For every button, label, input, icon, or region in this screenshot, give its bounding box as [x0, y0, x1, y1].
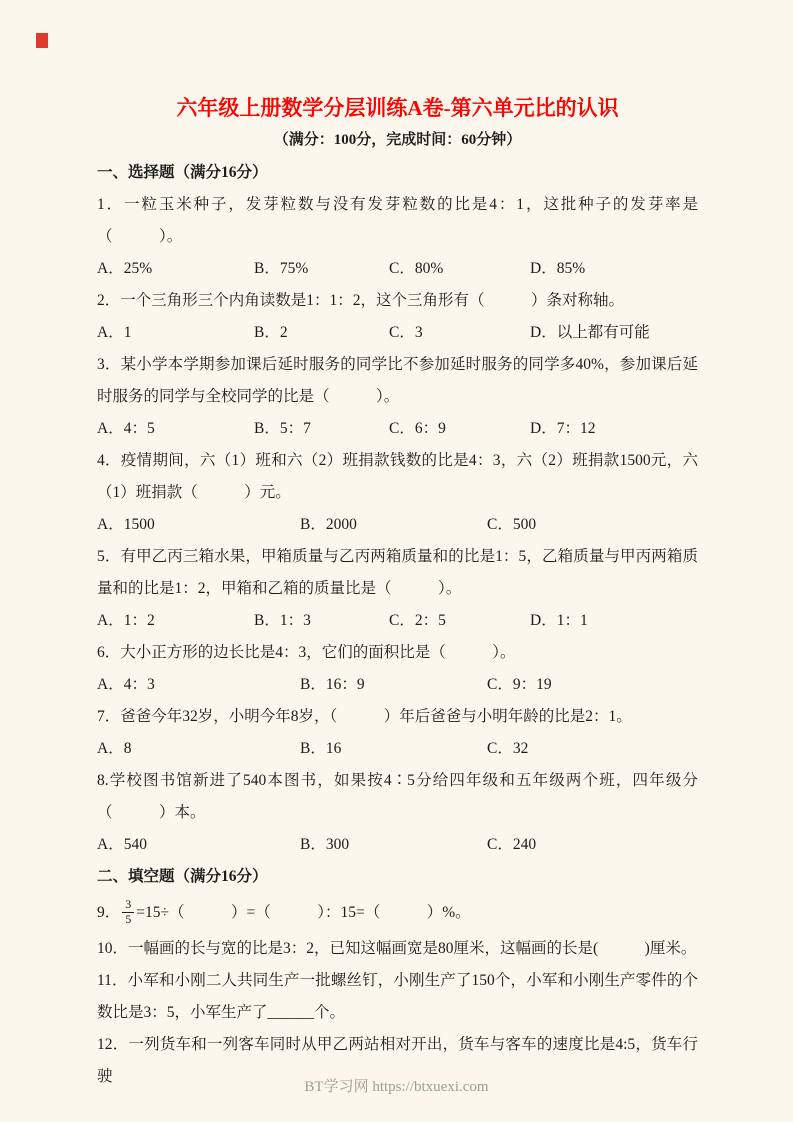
question-9-rest: =15÷（ ）=（ ）：15=（ ）%。: [136, 904, 471, 921]
question-6-options: [97, 669, 698, 701]
page-title: 六年级上册数学分层训练A卷-第六单元比的认识: [176, 96, 619, 120]
question-5-options: [97, 605, 698, 637]
option-a: A．8: [97, 740, 132, 757]
option-c: C．32: [487, 740, 529, 757]
option-b: B．1：3: [254, 612, 311, 629]
section2-heading: 二、填空题（满分16分）: [97, 868, 268, 885]
option-d: D．7：12: [530, 420, 596, 437]
option-b: B．2000: [300, 516, 357, 533]
option-a: A．1500: [97, 516, 155, 533]
fraction-three-fifths: [122, 898, 134, 927]
option-c: C．3: [389, 324, 423, 341]
option-c: C．80%: [389, 260, 444, 277]
question-5-text: 5．有甲乙丙三箱水果，甲箱质量与乙丙两箱质量和的比是1：5，乙箱质量与甲丙两箱质量和的比是1：2，甲箱和乙箱的质量比是（ ）。: [97, 548, 698, 597]
question-9-text: [97, 893, 698, 933]
option-a: A．1: [97, 324, 132, 341]
question-3-options: [97, 413, 698, 445]
fraction-denominator: 5: [125, 912, 132, 926]
question-7-text: 7．爸爸今年32岁，小明今年8岁，（ ）年后爸爸与小明年龄的比是2：1。: [97, 708, 632, 725]
corner-logo-mark: [36, 33, 48, 48]
section1-heading: 一、选择题（满分16分）: [97, 164, 268, 181]
option-c: C．500: [487, 516, 537, 533]
fraction-numerator: 3: [122, 898, 134, 913]
option-a: A．4：5: [97, 420, 155, 437]
question-7-options: [97, 733, 698, 765]
question-1-text: 1．一粒玉米种子，发芽粒数与没有发芽粒数的比是4：1，这批种子的发芽率是（ ）。: [97, 196, 698, 245]
option-b: B．2: [254, 324, 288, 341]
option-a: A．1：2: [97, 612, 155, 629]
question-1-options: [97, 253, 698, 285]
site-watermark: BT学习网 https://btxuexi.com: [304, 1079, 489, 1095]
option-a: A．25%: [97, 260, 153, 277]
question-3-text: 3．某小学本学期参加课后延时服务的同学比不参加延时服务的同学多40%，参加课后延时服务的同学与全校同学的比是（ ）。: [97, 356, 698, 405]
option-d: D．85%: [530, 260, 586, 277]
question-4-options: [97, 509, 698, 541]
exam-page: [97, 92, 698, 1093]
option-a: A．4：3: [97, 676, 155, 693]
question-11-text: 11．小军和小刚二人共同生产一批螺丝钉，小刚生产了150个，小军和小刚生产零件的个数比是3：5，小军生产了______个。: [97, 972, 698, 1021]
question-6-text: 6．大小正方形的边长比是4：3，它们的面积比是（ ）。: [97, 644, 516, 661]
option-b: B．300: [300, 836, 350, 853]
exam-meta: （满分：100分，完成时间：60分钟）: [273, 132, 522, 148]
question-2-text: 2．一个三角形三个内角读数是1：1：2，这个三角形有（ ）条对称轴。: [97, 292, 625, 309]
question-12-text: 12．一列货车和一列客车同时从甲乙两站相对开出，货车与客车的速度比是4:5，货车行驶: [97, 1036, 698, 1085]
option-c: C．2：5: [389, 612, 446, 629]
option-d: D．1：1: [530, 612, 588, 629]
option-b: B．16: [300, 740, 342, 757]
option-c: C．9：19: [487, 676, 552, 693]
option-d: D．以上都有可能: [530, 324, 650, 341]
option-a: A．540: [97, 836, 147, 853]
option-b: B．75%: [254, 260, 309, 277]
option-c: C．240: [487, 836, 537, 853]
question-number: 9．: [97, 904, 121, 921]
option-b: B．16：9: [300, 676, 365, 693]
question-4-text: 4．疫情期间，六（1）班和六（2）班捐款钱数的比是4：3，六（2）班捐款1500元，六（1）班捐款（ ）元。: [97, 452, 698, 501]
option-c: C．6：9: [389, 420, 446, 437]
question-8-options: [97, 829, 698, 861]
question-8-text: 8.学校图书馆新进了540本图书，如果按4∶5分给四年级和五年级两个班，四年级分（ ）本。: [97, 772, 698, 821]
option-b: B．5：7: [254, 420, 311, 437]
question-2-options: [97, 317, 698, 349]
question-10-text: 10．一幅画的长与宽的比是3：2，已知这幅画宽是80厘米，这幅画的长是( )厘米。: [97, 940, 697, 957]
